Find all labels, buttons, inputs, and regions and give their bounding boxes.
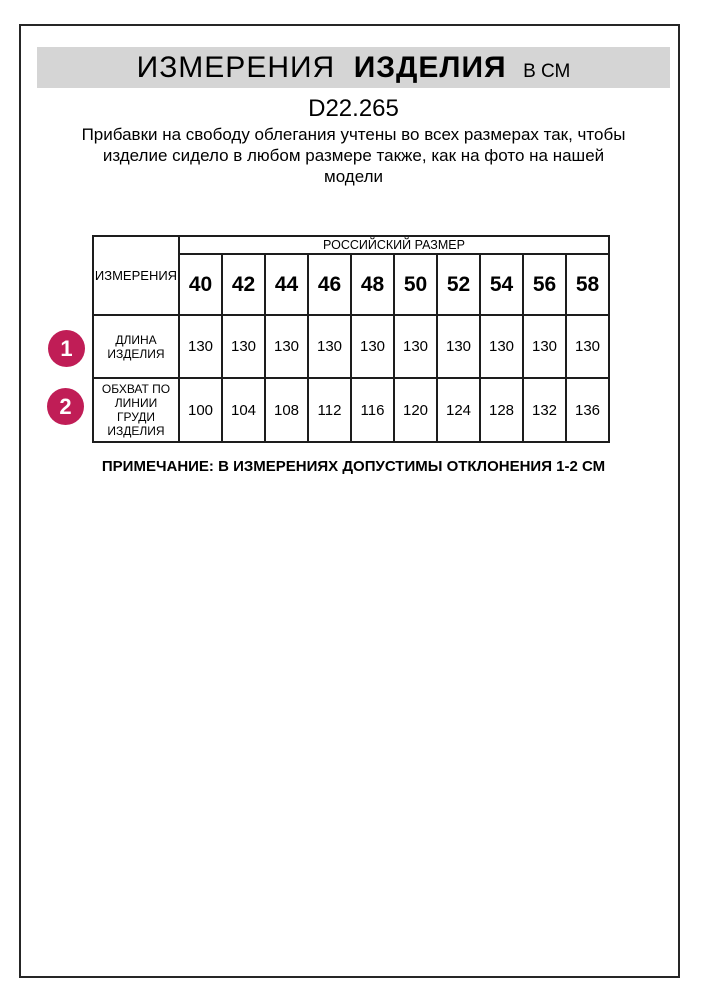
measurement-value-cell: 112 (308, 378, 351, 442)
title-measurements-text: ИЗМЕРЕНИЯ (136, 51, 336, 84)
note-text: ПРИМЕЧАНИЕ: В ИЗМЕРЕНИЯХ ДОПУСТИМЫ ОТКЛОНЕНИЯ 1-2 СМ (101, 458, 606, 475)
size-column-header: 48 (351, 254, 394, 315)
measurement-value-cell: 130 (179, 315, 222, 378)
row-label-length: ДЛИНА ИЗДЕЛИЯ (93, 315, 179, 378)
intro-line: модели (324, 167, 383, 186)
row-marker-badge-2: 2 (47, 388, 84, 425)
intro-paragraph (0, 124, 707, 187)
row-marker-badge-1: 1 (48, 330, 85, 367)
measurement-value-cell: 130 (394, 315, 437, 378)
measurement-value-cell: 130 (222, 315, 265, 378)
size-column-header: 44 (265, 254, 308, 315)
measurement-value-cell: 128 (480, 378, 523, 442)
measurement-value-cell: 120 (394, 378, 437, 442)
measurement-value-cell: 130 (437, 315, 480, 378)
title-product-text: ИЗДЕЛИЯ (353, 51, 507, 84)
group-header-row (93, 236, 609, 254)
size-column-header: 54 (480, 254, 523, 315)
size-column-header: 46 (308, 254, 351, 315)
table-row-length (93, 315, 609, 378)
product-code: D22.265 (308, 95, 399, 122)
size-column-header: 42 (222, 254, 265, 315)
title-bar (37, 47, 670, 88)
measurement-value-cell: 130 (308, 315, 351, 378)
measurement-value-cell: 130 (523, 315, 566, 378)
table-header-measurements: ИЗМЕРЕНИЯ (93, 236, 179, 315)
table-header-russian-size: РОССИЙСКИЙ РАЗМЕР (179, 236, 609, 254)
measurement-value-cell: 132 (523, 378, 566, 442)
size-column-header: 52 (437, 254, 480, 315)
intro-line: изделие сидело в любом размере также, как на фото на нашей (102, 146, 605, 165)
measurement-value-cell: 100 (179, 378, 222, 442)
measurement-value-cell: 130 (265, 315, 308, 378)
measurement-value-cell: 130 (566, 315, 609, 378)
intro-line: Прибавки на свободу облегания учтены во всех размерах так, чтобы (81, 125, 626, 144)
row-label-chest: ОБХВАТ ПО ЛИНИИ ГРУДИ ИЗДЕЛИЯ (93, 378, 179, 442)
size-chart-table (92, 235, 610, 443)
measurement-value-cell: 124 (437, 378, 480, 442)
size-column-header: 40 (179, 254, 222, 315)
measurement-value-cell: 108 (265, 378, 308, 442)
measurement-value-cell: 116 (351, 378, 394, 442)
measurement-value-cell: 104 (222, 378, 265, 442)
size-column-header: 58 (566, 254, 609, 315)
size-column-header: 50 (394, 254, 437, 315)
measurement-value-cell: 130 (480, 315, 523, 378)
title-units-text: В СМ (523, 61, 571, 82)
measurement-value-cell: 136 (566, 378, 609, 442)
measurement-value-cell: 130 (351, 315, 394, 378)
table-row-chest (93, 378, 609, 442)
size-column-header: 56 (523, 254, 566, 315)
